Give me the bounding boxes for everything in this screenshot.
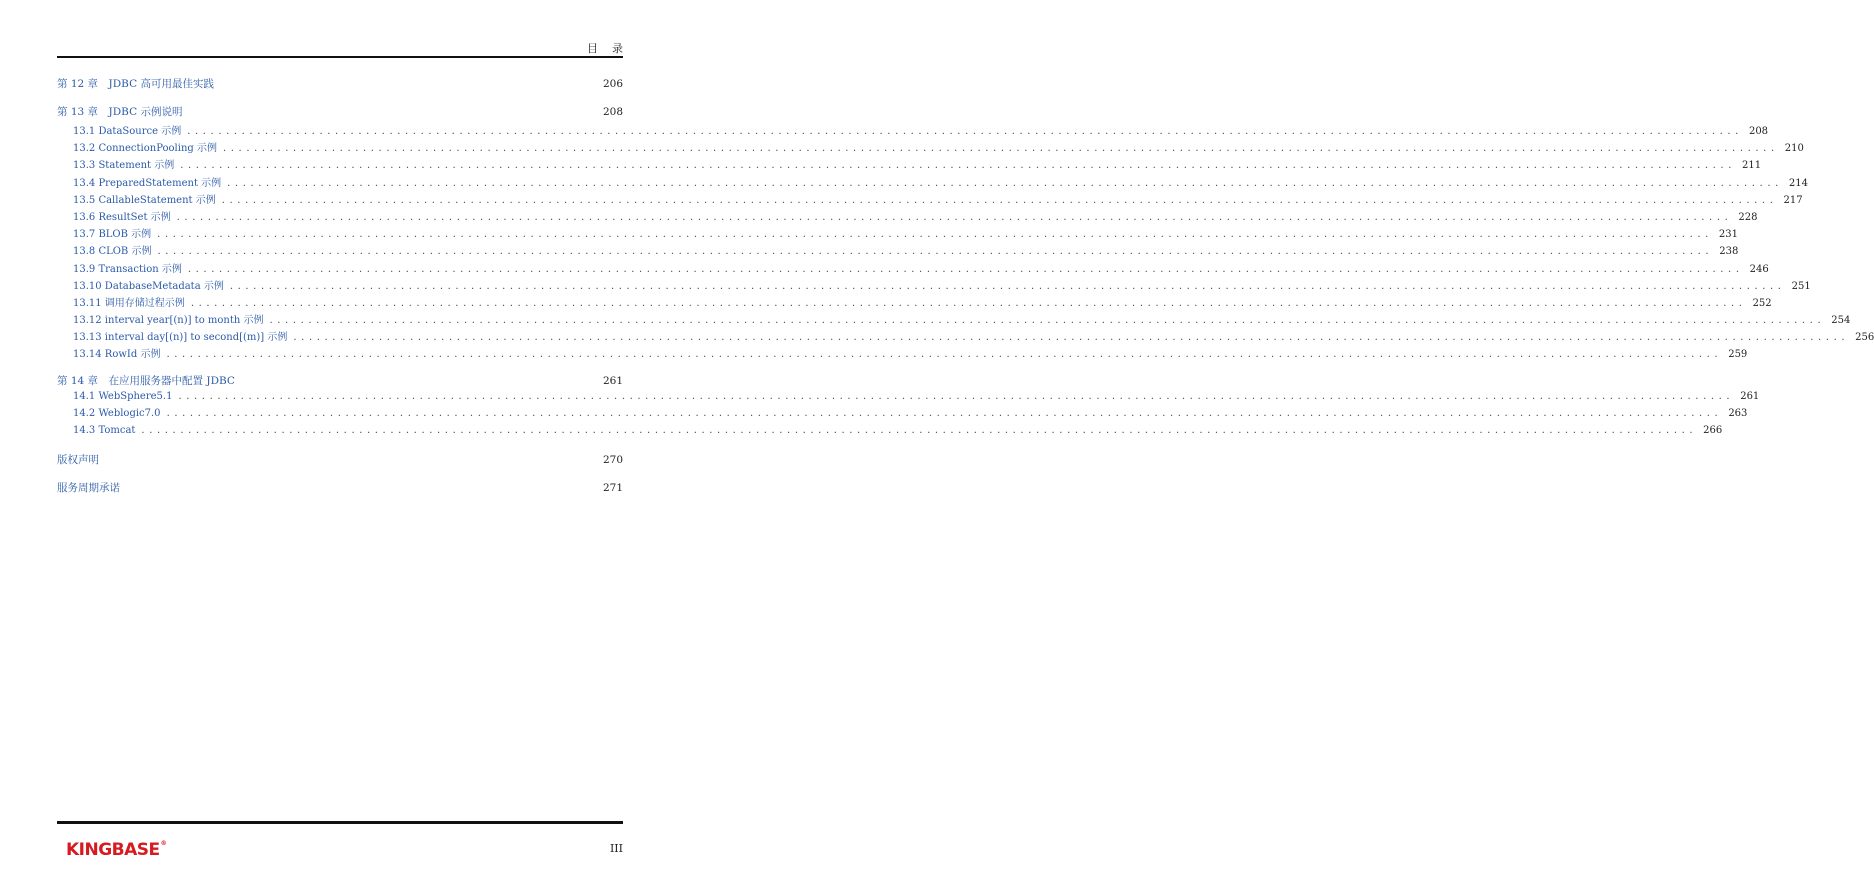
toc-entry[interactable] — [57, 260, 1769, 277]
toc-entry[interactable] — [57, 174, 1808, 191]
dot-leader: ........................................................................................................................................................................................................ — [190, 297, 1747, 309]
dot-leader: ........................................................................................................................................................................................................ — [229, 280, 1786, 292]
toc-chapter[interactable] — [57, 373, 623, 391]
toc-entry-title[interactable]: 13.14 RowId 示例 — [73, 349, 161, 361]
toc-chapter[interactable] — [57, 76, 623, 94]
toc-chapter-page: 208 — [602, 106, 623, 118]
dot-leader: ........................................................................................................................................................................................................ — [221, 194, 1778, 206]
table-of-contents — [57, 76, 1874, 498]
toc-entry[interactable] — [57, 191, 1803, 208]
toc-entry-title[interactable]: 13.6 ResultSet 示例 — [73, 211, 171, 223]
toc-entry-page: 231 — [1718, 229, 1739, 241]
dot-leader: ........................................................................................................................................................................................................ — [166, 349, 1723, 361]
toc-entry-title[interactable]: 13.8 CLOB 示例 — [73, 246, 152, 258]
toc-entry-page: 252 — [1752, 297, 1772, 309]
header-rule — [57, 56, 623, 58]
dot-leader: ........................................................................................................................................................................................................ — [293, 332, 1850, 344]
toc-entry-page: 211 — [1742, 160, 1762, 172]
toc-entry-page: 214 — [1788, 177, 1808, 189]
footer-rule — [57, 821, 623, 824]
toc-entry-page: 208 — [1748, 126, 1769, 137]
toc-chapter[interactable] — [57, 104, 623, 122]
toc-entry[interactable] — [57, 407, 1748, 425]
toc-entry[interactable] — [57, 225, 1739, 242]
toc-chapter-page: 270 — [602, 454, 623, 467]
toc-entry-page: 266 — [1703, 425, 1723, 436]
toc-entry-title[interactable]: 14.3 Tomcat — [73, 425, 136, 436]
dot-leader: ........................................................................................................................................................................................................ — [222, 143, 1779, 155]
toc-entry-title[interactable]: 13.1 DataSource 示例 — [73, 126, 182, 137]
toc-entry-page: 251 — [1791, 280, 1811, 292]
toc-entry-title[interactable]: 13.2 ConnectionPooling 示例 — [73, 143, 217, 155]
toc-entry-page: 217 — [1783, 194, 1803, 206]
toc-chapter-title[interactable]: 第 13 章 JDBC 示例说明 — [57, 106, 183, 118]
toc-entry-page: 254 — [1831, 315, 1851, 327]
toc-chapter-title[interactable]: 版权声明 — [57, 454, 99, 467]
kingbase-logo — [66, 840, 166, 860]
toc-entry[interactable] — [57, 390, 1760, 408]
toc-entry-title[interactable]: 13.4 PreparedStatement 示例 — [73, 177, 222, 189]
dot-leader: ........................................................................................................................................................................................................ — [157, 246, 1714, 258]
page-number: III — [609, 842, 623, 855]
dot-leader: ........................................................................................................................................................................................................ — [180, 160, 1736, 172]
dot-leader: ........................................................................................................................................................................................................ — [166, 407, 1723, 419]
toc-entry-title[interactable]: 13.3 Statement 示例 — [73, 160, 175, 172]
toc-entry-title[interactable]: 13.10 DatabaseMetadata 示例 — [73, 280, 224, 292]
toc-entry-title[interactable]: 13.5 CallableStatement 示例 — [73, 194, 216, 206]
toc-entry[interactable] — [57, 294, 1772, 311]
toc-chapter-page: 271 — [602, 482, 623, 495]
toc-entry[interactable] — [57, 425, 1723, 442]
toc-entry[interactable] — [57, 208, 1758, 225]
toc-chapter-title[interactable]: 服务周期承诺 — [57, 482, 120, 495]
toc-entry-page: 263 — [1728, 407, 1748, 419]
dot-leader: ........................................................................................................................................................................................................ — [187, 126, 1743, 137]
toc-entry-title[interactable]: 13.12 interval year[(n)] to month 示例 — [73, 315, 264, 327]
dot-leader: ........................................................................................................................................................................................................ — [141, 425, 1698, 436]
toc-entry-title[interactable]: 13.7 BLOB 示例 — [73, 229, 152, 241]
toc-entry-page: 259 — [1728, 349, 1748, 361]
toc-entry[interactable] — [57, 328, 1874, 345]
toc-entry[interactable] — [57, 139, 1804, 156]
toc-entry[interactable] — [57, 277, 1811, 294]
toc-entry-title[interactable]: 13.13 interval day[(n)] to second[(m)] 示例 — [73, 332, 288, 344]
toc-entry-title[interactable]: 13.9 Transaction 示例 — [73, 263, 182, 275]
toc-entry-page: 256 — [1855, 332, 1874, 344]
toc-chapter-page: 261 — [602, 374, 623, 387]
toc-chapter[interactable] — [57, 452, 623, 470]
toc-entry-page: 261 — [1740, 390, 1760, 402]
toc-entry-page: 210 — [1784, 143, 1804, 155]
toc-chapter-page: 206 — [602, 78, 623, 90]
toc-entry[interactable] — [57, 156, 1762, 173]
toc-chapter-title[interactable]: 第 14 章 在应用服务器中配置 JDBC — [57, 374, 235, 387]
toc-entry-title[interactable]: 14.2 Weblogic7.0 — [73, 407, 161, 419]
dot-leader: ........................................................................................................................................................................................................ — [157, 229, 1713, 241]
toc-entry-title[interactable]: 13.11 调用存储过程示例 — [73, 297, 185, 309]
toc-entry-page: 238 — [1719, 246, 1739, 258]
toc-entry[interactable] — [57, 311, 1851, 328]
running-header-title: 目录 — [587, 42, 637, 55]
logo-text: KINGBASE — [66, 840, 160, 860]
toc-entry[interactable] — [57, 122, 1769, 139]
toc-entry-page: 246 — [1749, 263, 1769, 275]
dot-leader: ........................................................................................................................................................................................................ — [269, 315, 1826, 327]
registered-mark: ® — [160, 840, 167, 847]
dot-leader: ........................................................................................................................................................................................................ — [176, 211, 1733, 223]
toc-chapter[interactable] — [57, 480, 623, 498]
dot-leader: ........................................................................................................................................................................................................ — [187, 263, 1744, 275]
dot-leader: ........................................................................................................................................................................................................ — [227, 177, 1783, 189]
toc-chapter-title[interactable]: 第 12 章 JDBC 高可用最佳实践 — [57, 78, 214, 90]
toc-entry-page: 228 — [1738, 211, 1758, 223]
dot-leader: ........................................................................................................................................................................................................ — [178, 390, 1735, 402]
toc-entry[interactable] — [57, 345, 1748, 362]
toc-entry[interactable] — [57, 242, 1739, 259]
toc-entry-title[interactable]: 14.1 WebSphere5.1 — [73, 390, 173, 402]
